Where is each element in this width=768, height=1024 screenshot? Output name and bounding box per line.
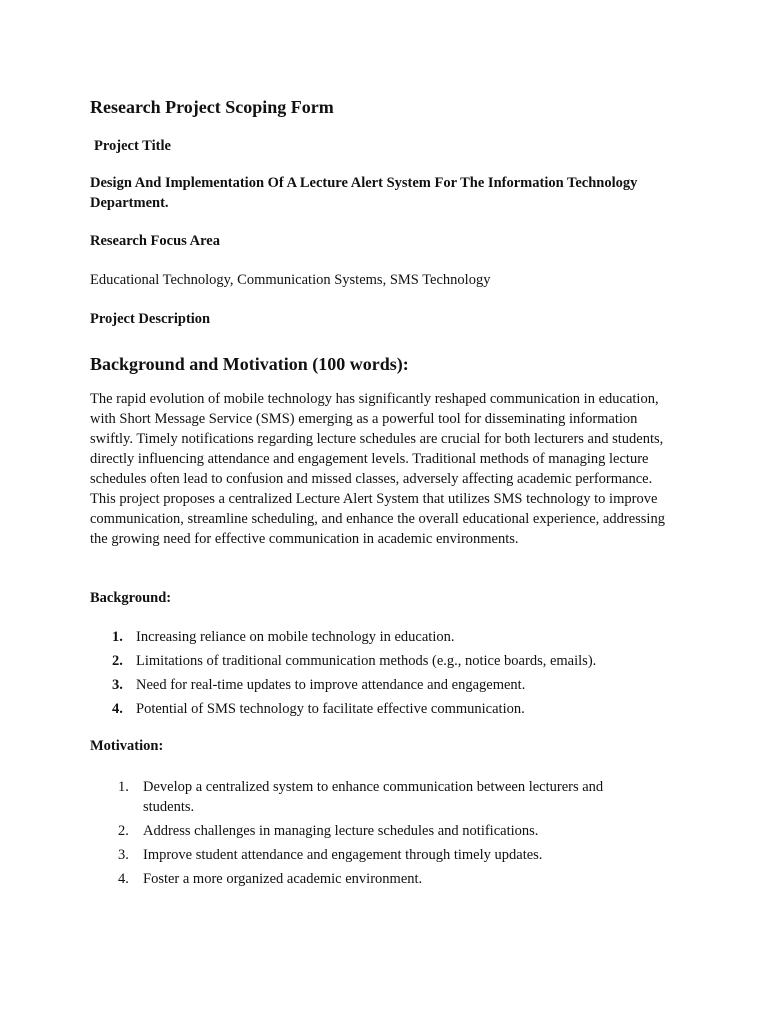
list-item: 4. Foster a more organized academic environment.	[118, 871, 423, 887]
background-motivation-heading: Background and Motivation (100 words):	[90, 354, 409, 374]
form-title: Research Project Scoping Form	[90, 97, 334, 117]
project-title-label: Project Title	[94, 138, 171, 154]
project-description-label: Project Description	[90, 311, 211, 327]
project-title-text: Design And Implementation Of A Lecture Alert System For The Information Technology Department.	[90, 175, 638, 211]
research-focus-text: Educational Technology, Communication Systems, SMS Technology	[90, 272, 491, 288]
list-item: 3. Need for real-time updates to improve attendance and engagement.	[112, 677, 526, 693]
background-motivation-paragraph: The rapid evolution of mobile technology has significantly reshaped communication in education, with Short Message Service (SMS) emerging as a powerful tool for disseminating information swiftly. Timely notifications regarding lecture schedules are crucial for both lecturers and students, directly influencing attendance and engagement levels. Traditional methods of managing lecture schedules often lead to confusion and missed classes, adversely affecting academic performance. This project proposes a centralized Lecture Alert System that utilizes SMS technology to improve communication, streamline scheduling, and enhance the overall educational experience, addressing the growing need for effective communication in academic environments.	[90, 391, 665, 547]
list-item: 4. Potential of SMS technology to facilitate effective communication.	[112, 701, 525, 717]
background-list	[90, 627, 680, 723]
list-item: 2. Limitations of traditional communication methods (e.g., notice boards, emails).	[112, 653, 597, 669]
motivation-list	[90, 777, 630, 893]
list-item: 1. Increasing reliance on mobile technology in education.	[112, 629, 455, 645]
list-item: 1. Develop a centralized system to enhance communication between lecturers and students.	[118, 779, 604, 815]
motivation-label: Motivation:	[90, 738, 164, 754]
research-focus-label: Research Focus Area	[90, 233, 220, 249]
list-item: 3. Improve student attendance and engagement through timely updates.	[118, 847, 543, 863]
background-label: Background:	[90, 590, 172, 606]
list-item: 2. Address challenges in managing lecture schedules and notifications.	[118, 823, 539, 839]
